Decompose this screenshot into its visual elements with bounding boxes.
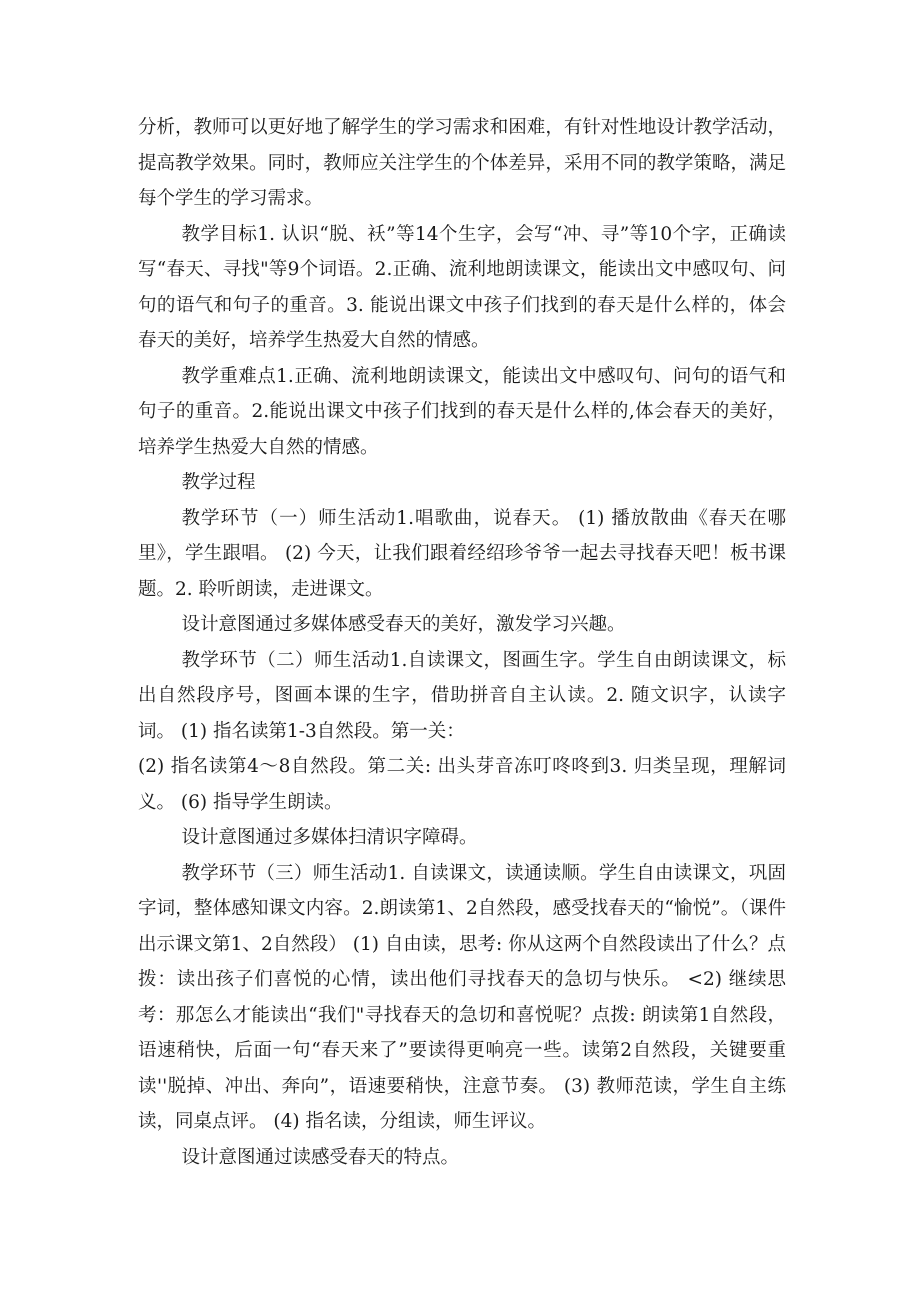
document-page [138, 110, 786, 1175]
paragraph-design-intent-one: 设计意图通过多媒体感受春天的美好，激发学习兴趣。 [181, 614, 626, 635]
paragraph-analysis: 分析，教师可以更好地了解学生的学习需求和困难，有针对性地设计教学活动，提高教学效果。同时，教师应关注学生的个体差异，采用不同的教学策略，满足每个学生的学习需求。 [138, 117, 786, 209]
paragraph-key-difficulties: 教学重难点1.正确、流利地朗读课文，能读出文中感叹句、问句的语气和句子的重音。2.能说出课文中孩子们找到的春天是什么样的,体会春天的美好，培养学生热爱大自然的情感。 [138, 365, 786, 458]
paragraph-teaching-goals: 教学目标1. 认识“脱、袄”等14个生字，会写“冲、寻”等10个字，正确读写“春天、寻找"等9个词语。2.正确、流利地朗读课文，能读出文中感叹句、问句的语气和句子的重音。3. 能说出课文中孩子们找到的春天是什么样的，体会春天的美好，培养学生热爱大自然的情感。 [138, 223, 786, 351]
paragraph-stage-two: 教学环节（二）师生活动1.自读课文，图画生字。学生自由朗读课文，标出自然段序号，图画本课的生字，借助拼音自主认读。2. 随文识字，认读字词。 (1) 指名读第1-3自然段。第一关： [138, 649, 786, 742]
paragraph-design-intent-two: 设计意图通过多媒体扫清识字障碍。 [181, 827, 478, 848]
paragraph-stage-one: 教学环节（一）师生活动1.唱歌曲，说春天。 (1) 播放散曲《春天在哪里》，学生跟唱。 (2) 今天，让我们跟着经绍珍爷爷一起去寻找春天吧！板书课题。2. 聆听朗读，走进课文。 [138, 507, 786, 600]
paragraph-stage-three: 教学环节（三）师生活动1. 自读课文，读通读顺。学生自由读课文，巩固字词，整体感知课文内容。2.朗读第1、2自然段，感受找春天的“愉悦”。（课件出示课文第1、2自然段） (1) 自由读，思考: 你从这两个自然段读出了什么？点拨：读出孩子们喜悦的心情，读出他们寻找春天的急切与快乐。 <2) 继续思考：那怎么才能读出“我们"寻找春天的急切和喜悦呢？点拨: 朗读第1自然段，语速稍快，后面一句“春天来了”要读得更响亮一些。读第2自然段，关键要重读''脱掉、冲出、奔向”，语速要稍快，注意节奏。 (3) 教师范读，学生自主练读，同桌点评。 (4) 指名读，分组读，师生评议。 [138, 862, 786, 1132]
paragraph-process-heading: 教学过程 [181, 472, 256, 493]
paragraph-stage-two-continued: (2) 指名读第4〜8自然段。第二关: 出头芽音冻叮咚咚到3. 归类呈现，理解词义。 (6) 指导学生朗读。 [138, 756, 786, 813]
paragraph-design-intent-three: 设计意图通过读感受春天的特点。 [181, 1146, 459, 1168]
